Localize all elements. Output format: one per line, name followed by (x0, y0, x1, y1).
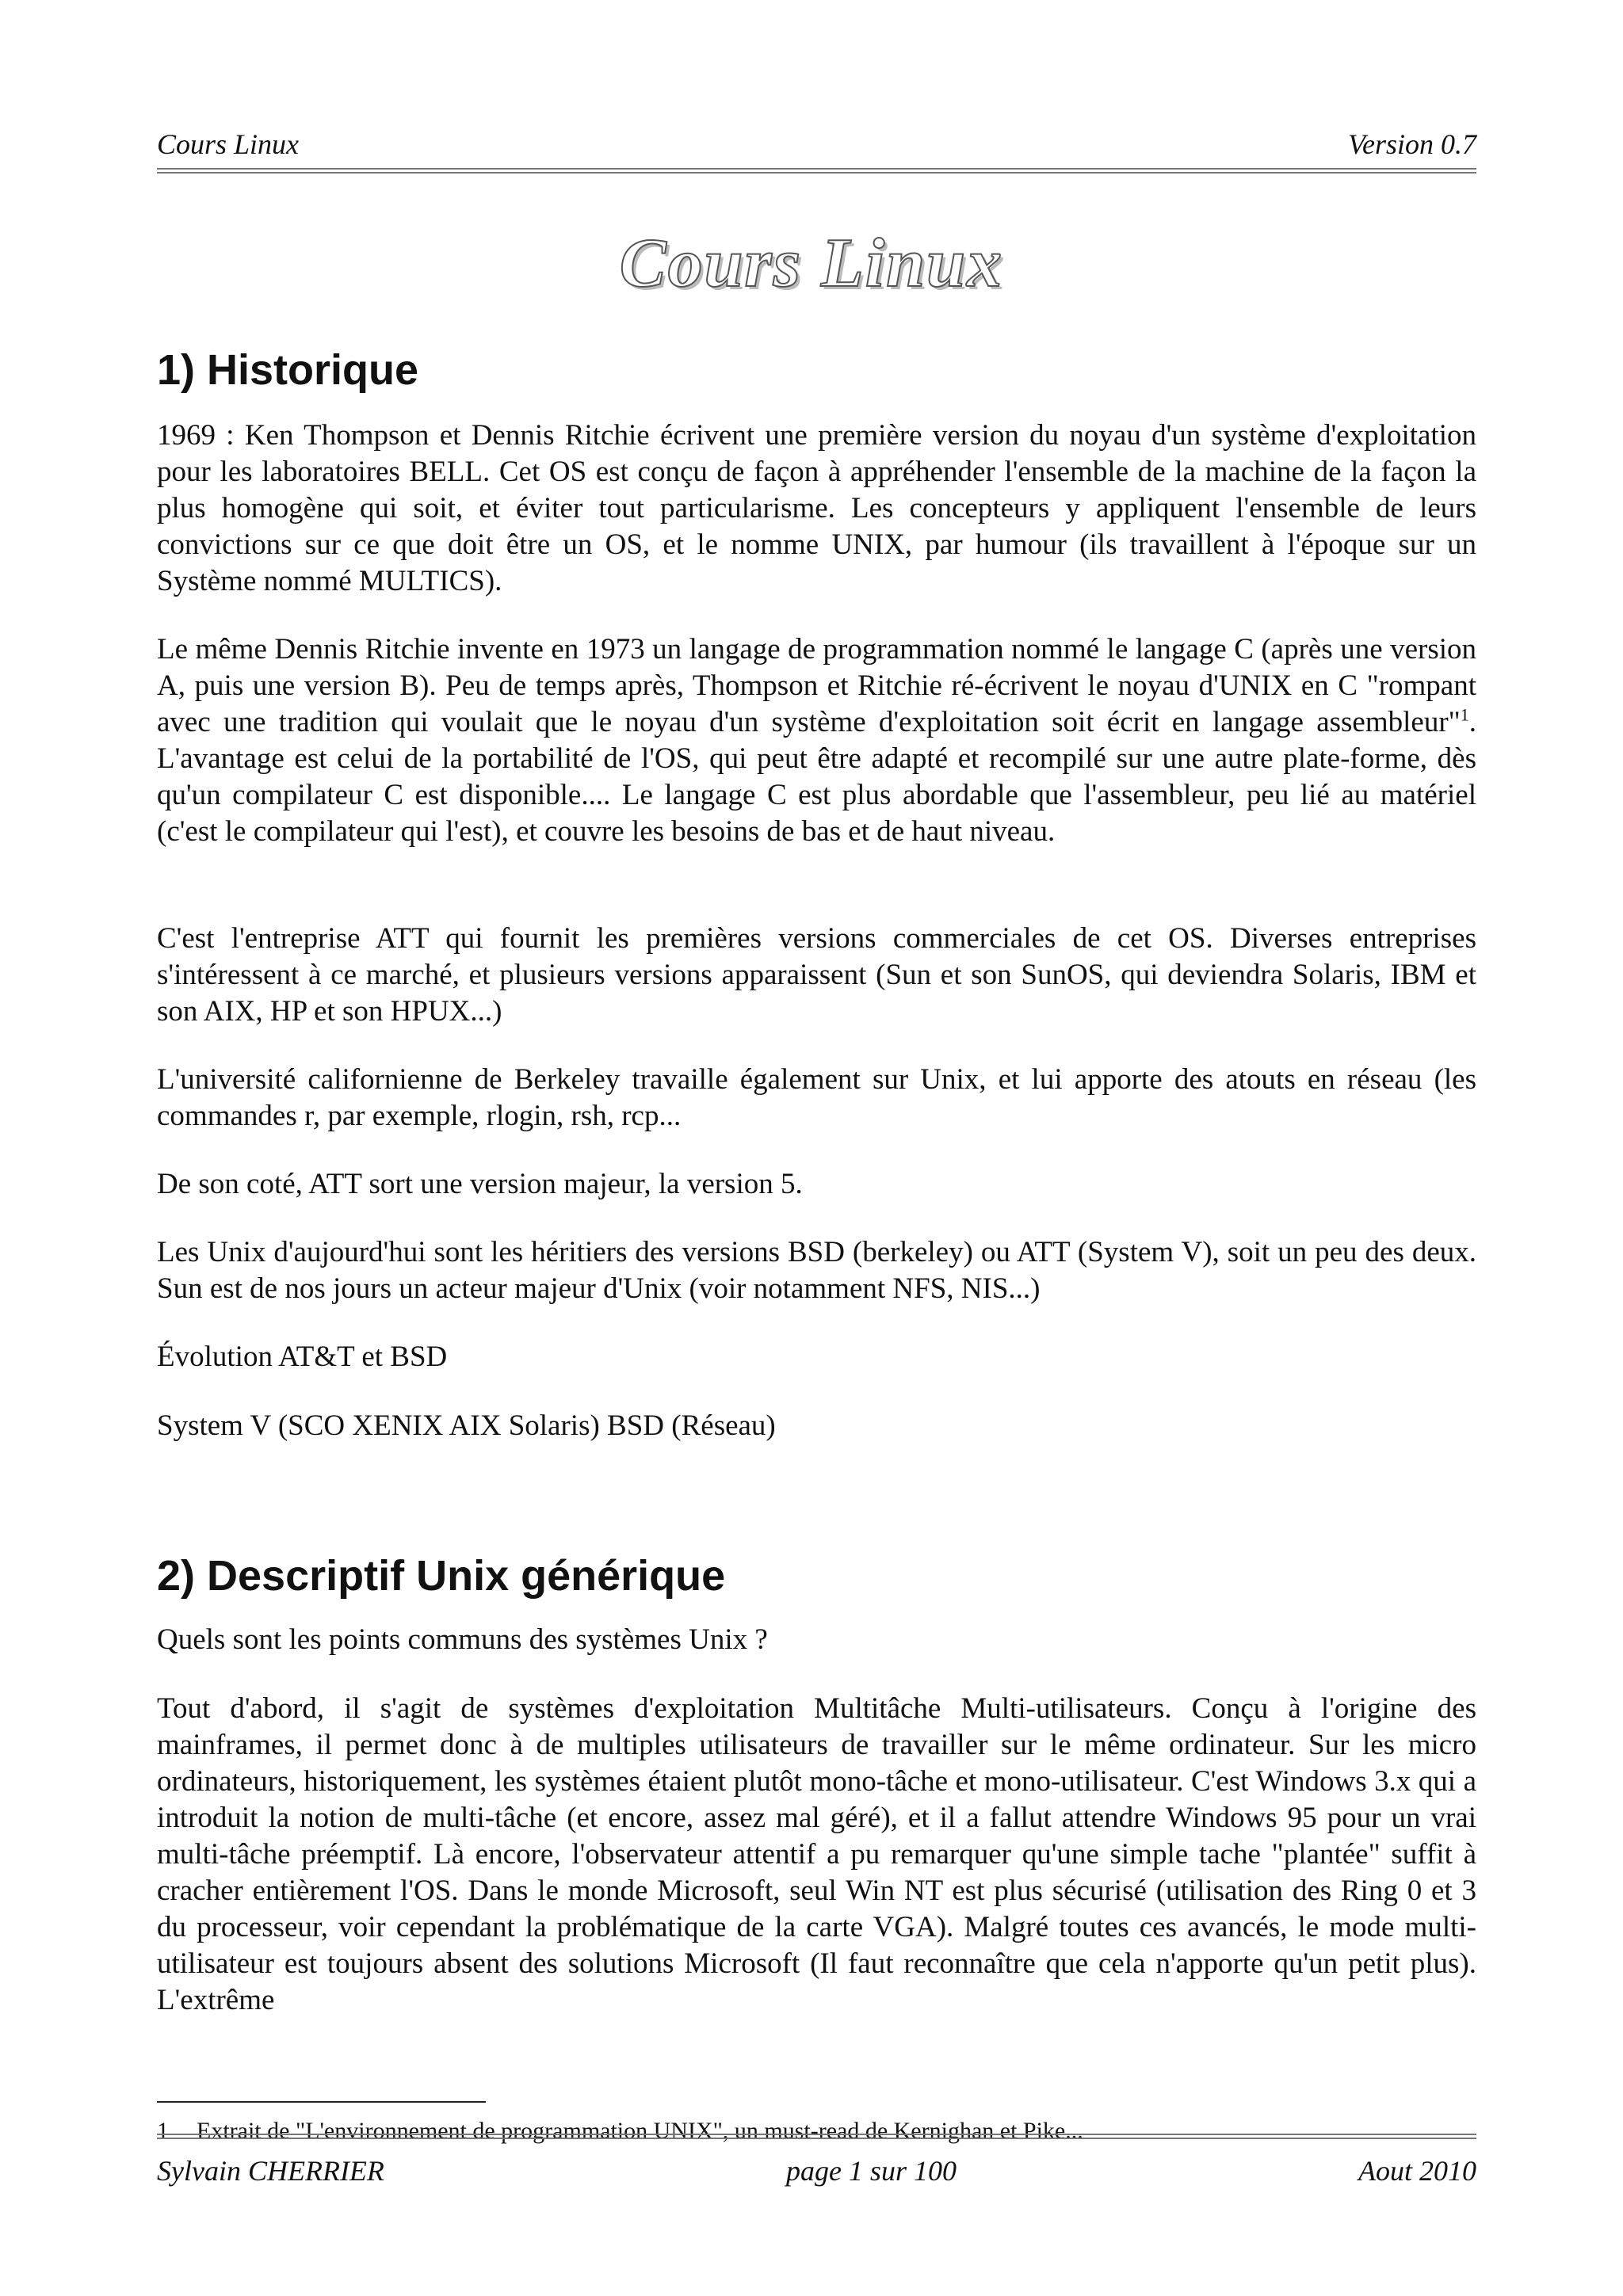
section1-para-7 (157, 1339, 1476, 1375)
paragraph (157, 631, 1476, 850)
page-footer (157, 2134, 1476, 2188)
paragraph: System V (SCO XENIX AIX Solaris) BSD (Réseau) (157, 1409, 776, 1442)
footnote-ref[interactable]: 1 (1460, 704, 1469, 725)
section1-para-5 (157, 1166, 1476, 1203)
document-title (0, 223, 1623, 303)
footer-date: Aout 2010 (1358, 2155, 1476, 2187)
header-rule (157, 168, 1476, 174)
paragraph: Quels sont les points communs des systèmes Unix ? (157, 1623, 768, 1656)
header-right: Version 0.7 (1348, 128, 1476, 160)
footnote-separator (157, 2101, 486, 2103)
footer-row (157, 2153, 1476, 2188)
section-heading-descriptif: 2) Descriptif Unix générique (157, 1552, 726, 1600)
section1-para-2 (157, 631, 1476, 850)
paragraph: C'est l'entreprise ATT qui fournit les premières versions commerciales de cet OS. Diverses entreprises s'intéressent à ce marché, et plusieurs versions apparaissent (Sun et son SunOS, qui deviendra Solaris, IBM et son AIX, HP et son HPUX...) (157, 922, 1476, 1028)
paragraph: 1969 : Ken Thompson et Dennis Ritchie écrivent une première version du noyau d'un système d'exploitation pour les laboratoires BELL. Cet OS est conçu de façon à appréhender l'ensemble de la machine de la façon la plus homogène qui soit, et éviter tout particularisme. Les concepteurs y appliquent l'ensemble de leurs convictions sur ce que doit être un OS, et le nomme UNIX, par humour (ils travaillent à l'époque sur un Système nommé MULTICS). (157, 419, 1476, 597)
section2-para-1 (157, 1622, 1476, 1658)
section1-para-6 (157, 1234, 1476, 1307)
footer-rule (157, 2134, 1476, 2139)
paragraph-text: Le même Dennis Ritchie invente en 1973 un langage de programmation nommé le langage C (après une version A, puis une version B). Peu de temps après, Thompson et Ritchie ré-écrivent le noyau d'UNIX en C "rompant avec une tradition qui voulait que le noyau d'un système d'exploitation soit écrit en langage assembleur" (157, 633, 1476, 738)
page-header (157, 127, 1476, 174)
paragraph: De son coté, ATT sort une version majeur, la version 5. (157, 1168, 803, 1200)
paragraph: Évolution AT&T et BSD (157, 1341, 448, 1373)
section2-para-2 (157, 1691, 1476, 2019)
header-row (157, 127, 1476, 162)
header-left: Cours Linux (157, 128, 300, 160)
section1-para-1 (157, 418, 1476, 600)
section1-para-4 (157, 1062, 1476, 1135)
footnote-number: 1 (157, 2118, 169, 2144)
section-heading-historique: 1) Historique (157, 346, 419, 394)
footnote-text: Extrait de "L'environnement de programmation UNIX", un must-read de Kernighan et Pike... (197, 2118, 1083, 2144)
paragraph: L'université californienne de Berkeley travaille également sur Unix, et lui apporte des atouts en réseau (les commandes r, par exemple, rlogin, rsh, rcp... (157, 1063, 1476, 1132)
paragraph-text: . L'avantage est celui de la portabilité de l'OS, qui peut être adapté et recompilé sur une autre plate-forme, dès qu'un compilateur C est disponible.... Le langage C est plus abordable que l'assembleur, peu lié au matériel (c'est le compilateur qui l'est), et couvre les besoins de bas et de haut niveau. (157, 706, 1476, 848)
section1-para-3 (157, 921, 1476, 1030)
footer-author: Sylvain CHERRIER (157, 2155, 384, 2187)
paragraph: Les Unix d'aujourd'hui sont les héritiers des versions BSD (berkeley) ou ATT (System V), soit un peu des deux. Sun est de nos jours un acteur majeur d'Unix (voir notamment NFS, NIS...) (157, 1236, 1476, 1305)
paragraph: Tout d'abord, il s'agit de systèmes d'exploitation Multitâche Multi-utilisateurs. Conçu à l'origine des mainframes, il permet donc à de multiples utilisateurs de travailler sur le même ordinateur. Sur les micro ordinateurs, historiquement, les systèmes étaient plutôt mono-tâche et mono-utilisateur. C'est Windows 3.x qui a introduit la notion de multi-tâche (et encore, assez mal géré), et il a fallut attendre Windows 95 pour un vrai multi-tâche préemptif. Là encore, l'observateur attentif a pu remarquer qu'une simple tache "plantée" suffit à cracher entièrement l'OS. Dans le monde Microsoft, seul Win NT est plus sécurisé (utilisation des Ring 0 et 3 du processeur, voir cependant la problématique de la carte VGA). Malgré toutes ces avancés, le mode multi-utilisateur est toujours absent des solutions Microsoft (Il faut reconnaître que cela n'apporte qu'un petit plus). L'extrême (157, 1692, 1476, 2016)
section1-para-8 (157, 1408, 1476, 1444)
document-title-text: Cours Linux (619, 225, 1004, 302)
footer-page-number: page 1 sur 100 (785, 2155, 957, 2187)
